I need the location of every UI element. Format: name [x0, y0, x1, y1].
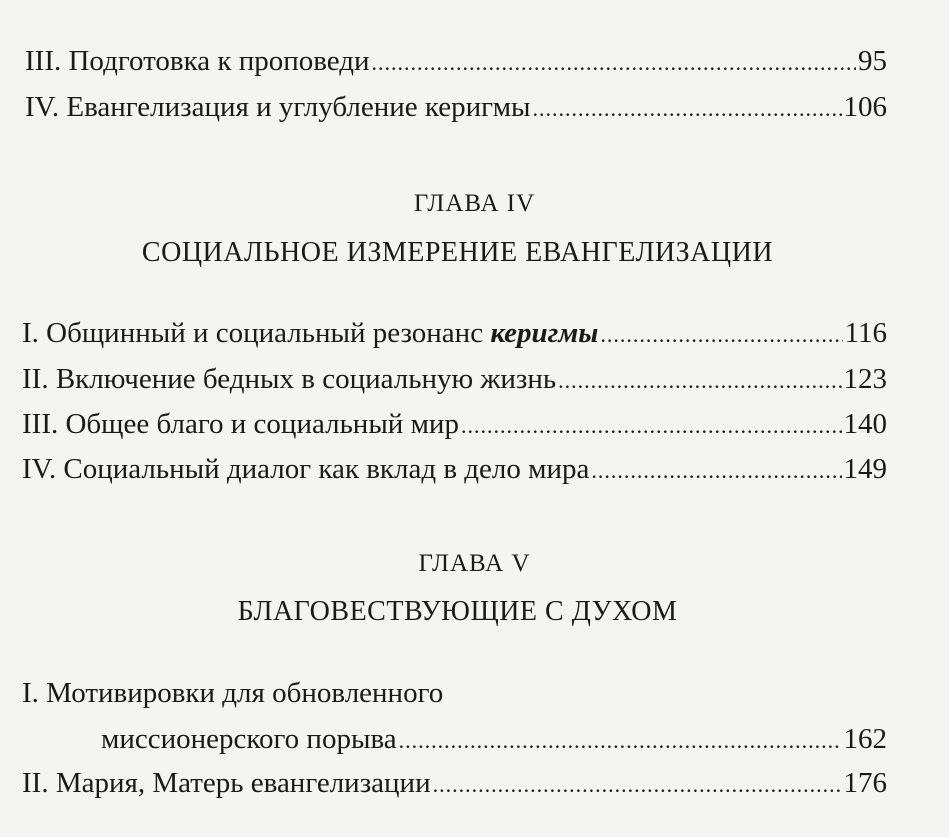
toc-page-number: 176: [843, 767, 887, 799]
toc-entry-title: IV. Социальный диалог как вклад в дело мира: [22, 453, 590, 485]
toc-leader-dots: [600, 318, 842, 352]
toc-entry: [22, 452, 887, 488]
chapter-label: ГЛАВА IV: [413, 190, 536, 217]
toc-page-number: 116: [844, 317, 887, 349]
toc-entry-title: III. Общее благо и социальный мир: [22, 408, 459, 440]
toc-leader-dots: [433, 768, 842, 802]
toc-entry: [22, 766, 887, 802]
toc-leader-dots: [591, 454, 841, 488]
chapter-title: СОЦИАЛЬНОЕ ИЗМЕРЕНИЕ ЕВАНГЕЛИЗАЦИИ: [141, 237, 774, 268]
toc-entry: [22, 407, 887, 443]
toc-leader-dots: [399, 724, 842, 758]
toc-page-number: 123: [843, 363, 887, 395]
toc-page-number: 106: [843, 91, 887, 123]
toc-entry-title: I. Общинный и социальный резонанс керигмы: [22, 317, 599, 349]
toc-leader-dots: [372, 46, 856, 80]
toc-entry: [25, 90, 887, 126]
toc-page-number: 95: [858, 45, 887, 77]
toc-leader-dots: [558, 364, 841, 398]
toc-entry-title: IV. Евангелизация и углубление керигмы: [25, 91, 531, 123]
toc-entry-title: II. Включение бедных в социальную жизнь: [22, 363, 557, 395]
toc-entry-emphasis: керигмы: [490, 317, 599, 349]
chapter-label: ГЛАВА V: [418, 550, 531, 577]
toc-entry: [25, 44, 887, 80]
toc-entry: [101, 722, 887, 758]
toc-leader-dots: [461, 409, 842, 443]
toc-entry-title: I. Мотивировки для обновленного: [22, 677, 444, 709]
toc-entry-title: III. Подготовка к проповеди: [25, 45, 370, 77]
toc-entry-title: II. Мария, Матерь евангелизации: [22, 767, 431, 799]
toc-entry-title-continuation: миссионерского порыва: [101, 723, 397, 755]
toc-page-number: 140: [843, 408, 887, 440]
toc-entry: [22, 362, 887, 398]
chapter-title: БЛАГОВЕСТВУЮЩИЕ С ДУХОМ: [237, 596, 678, 627]
toc-leader-dots: [533, 92, 842, 126]
toc-entry: [22, 316, 887, 352]
toc-page-number: 149: [843, 453, 887, 485]
toc-page-number: 162: [843, 723, 887, 755]
